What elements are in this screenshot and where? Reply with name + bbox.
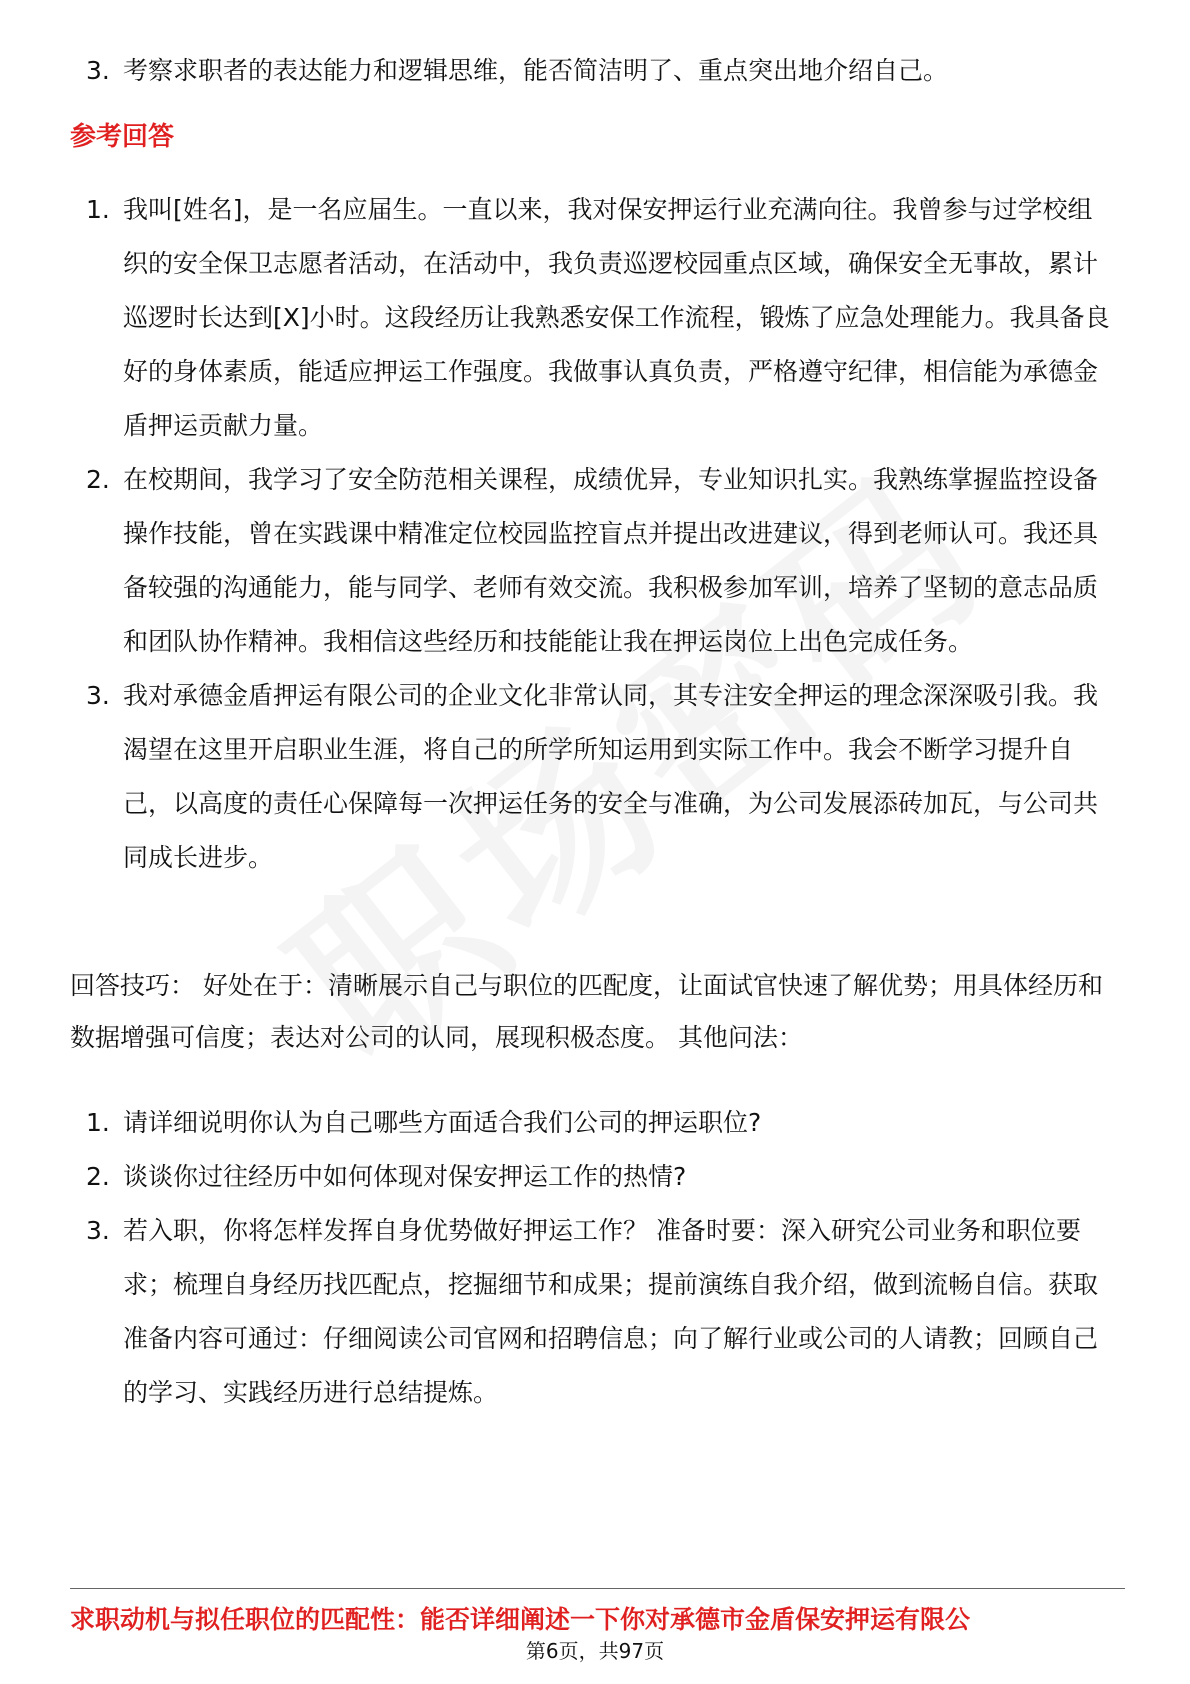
- intro-list: [70, 44, 1115, 98]
- list-number: 2.: [86, 1162, 110, 1191]
- list-number: 1.: [86, 1108, 110, 1137]
- list-text: 考察求职者的表达能力和逻辑思维，能否简洁明了、重点突出地介绍自己。: [123, 56, 949, 85]
- list-text: 请详细说明你认为自己哪些方面适合我们公司的押运职位?: [123, 1108, 762, 1137]
- tips-paragraph: 回答技巧： 好处在于：清晰展示自己与职位的匹配度，让面试官快速了解优势；用具体经历和数据增强可信度；表达对公司的认同，展现积极态度。 其他问法：: [70, 971, 1103, 1052]
- list-item: [70, 183, 1115, 453]
- list-item: [70, 1204, 1115, 1420]
- list-number: 2.: [86, 465, 110, 494]
- list-text: 我对承德金盾押运有限公司的企业文化非常认同，其专注安全押运的理念深深吸引我。我渴望在这里开启职业生涯，将自己的所学所知运用到实际工作中。我会不断学习提升自己，以高度的责任心保障每一次押运任务的安全与准确，为公司发展添砖加瓦，与公司共同成长进步。: [123, 681, 1099, 872]
- page-number: 第6页，共97页: [525, 1639, 665, 1663]
- list-text: 在校期间，我学习了安全防范相关课程，成绩优异，专业知识扎实。我熟练掌握监控设备操作技能，曾在实践课中精准定位校园监控盲点并提出改进建议，得到老师认可。我还具备较强的沟通能力，能与同学、老师有效交流。我积极参加军训，培养了坚韧的意志品质和团队协作精神。我相信这些经历和技能能让我在押运岗位上出色完成任务。: [123, 465, 1099, 656]
- other-questions-list: [70, 1096, 1115, 1420]
- list-text: 我叫[姓名]，是一名应届生。一直以来，我对保安押运行业充满向往。我曾参与过学校组织的安全保卫志愿者活动，在活动中，我负责巡逻校园重点区域，确保安全无事故，累计巡逻时长达到[X]小时。这段经历让我熟悉安保工作流程，锻炼了应急处理能力。我具备良好的身体素质，能适应押运工作强度。我做事认真负责，严格遵守纪律，相信能为承德金盾押运贡献力量。: [123, 195, 1110, 440]
- answer-list: [70, 183, 1115, 885]
- list-item: [70, 44, 1115, 98]
- list-item: [70, 1096, 1115, 1150]
- list-item: [70, 669, 1115, 885]
- list-number: 3.: [86, 681, 110, 710]
- list-number: 3.: [86, 56, 110, 85]
- next-question-heading: 求职动机与拟任职位的匹配性：能否详细阐述一下你对承德市金盾保安押运有限公: [70, 1605, 971, 1634]
- list-number: 3.: [86, 1216, 110, 1245]
- list-text: 若入职，你将怎样发挥自身优势做好押运工作？ 准备时要：深入研究公司业务和职位要求；梳理自身经历找匹配点，挖掘细节和成果；提前演练自我介绍，做到流畅自信。获取准备内容可通过：仔细阅读公司官网和招聘信息；向了解行业或公司的人请教；回顾自己的学习、实践经历进行总结提炼。: [123, 1216, 1099, 1407]
- list-number: 1.: [86, 195, 110, 224]
- list-item: [70, 453, 1115, 669]
- footer-divider: [70, 1588, 1125, 1589]
- list-item: [70, 1150, 1115, 1204]
- list-text: 谈谈你过往经历中如何体现对保安押运工作的热情?: [123, 1162, 687, 1191]
- reference-answer-heading: 参考回答: [70, 122, 175, 152]
